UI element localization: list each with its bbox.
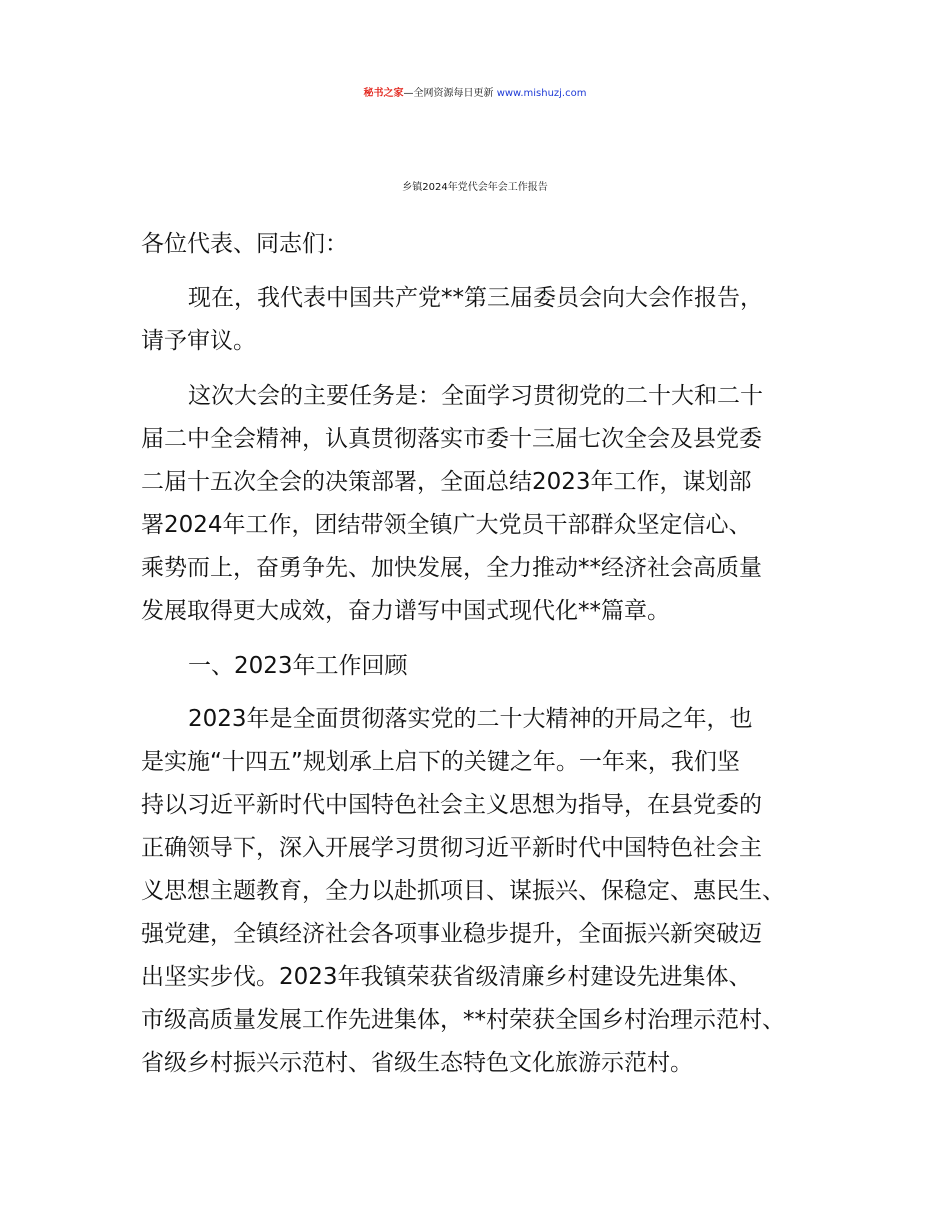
body-line: 市级高质量发展工作先进集体，**村荣获全国乡村治理示范村、 bbox=[141, 1007, 785, 1033]
body-line: 这次大会的主要任务是：全面学习贯彻党的二十大和二十 bbox=[188, 383, 763, 409]
body-line: 现在，我代表中国共产党**第三届委员会向大会作报告， bbox=[188, 285, 763, 311]
banner-slogan: —全网资源每日更新 bbox=[403, 88, 497, 99]
site-link[interactable]: www.mishuzj.com bbox=[496, 88, 587, 99]
brand-name: 秘书之家 bbox=[363, 88, 404, 99]
body-line: 署2024年工作，团结带领全镇广大党员干部群众坚定信心、 bbox=[141, 512, 752, 538]
body-line: 届二中全会精神，认真贯彻落实市委十三届七次全会及县党委 bbox=[141, 426, 762, 452]
body-line: 正确领导下，深入开展学习贯彻习近平新时代中国特色社会主 bbox=[141, 835, 762, 861]
document-title: 乡镇2024年党代会年会工作报告 bbox=[402, 182, 548, 193]
body-line: 持以习近平新时代中国特色社会主义思想为指导，在县党委的 bbox=[141, 792, 762, 818]
site-banner bbox=[0, 78, 950, 110]
body-line: 省级乡村振兴示范村、省级生态特色文化旅游示范村。 bbox=[141, 1050, 693, 1076]
body-line: 是实施“十四五”规划承上启下的关键之年。一年来，我们坚 bbox=[141, 749, 740, 775]
section-heading: 一、2023年工作回顾 bbox=[188, 653, 408, 679]
body-line: 出坚实步伐。2023年我镇荣获省级清廉乡村建设先进集体、 bbox=[141, 964, 752, 990]
body-line: 2023年是全面贯彻落实党的二十大精神的开局之年，也 bbox=[188, 706, 753, 732]
body-line: 发展取得更大成效，奋力谱写中国式现代化**篇章。 bbox=[141, 598, 670, 624]
body-line: 乘势而上，奋勇争先、加快发展，全力推动**经济社会高质量 bbox=[141, 555, 762, 581]
salutation: 各位代表、同志们： bbox=[141, 231, 348, 257]
body-line: 强党建，全镇经济社会各项事业稳步提升，全面振兴新突破迈 bbox=[141, 921, 762, 947]
body-line: 二届十五次全会的决策部署，全面总结2023年工作，谋划部 bbox=[141, 469, 752, 495]
body-line: 义思想主题教育，全力以赴抓项目、谋振兴、保稳定、惠民生、 bbox=[141, 878, 785, 904]
body-line: 请予审议。 bbox=[141, 328, 256, 354]
